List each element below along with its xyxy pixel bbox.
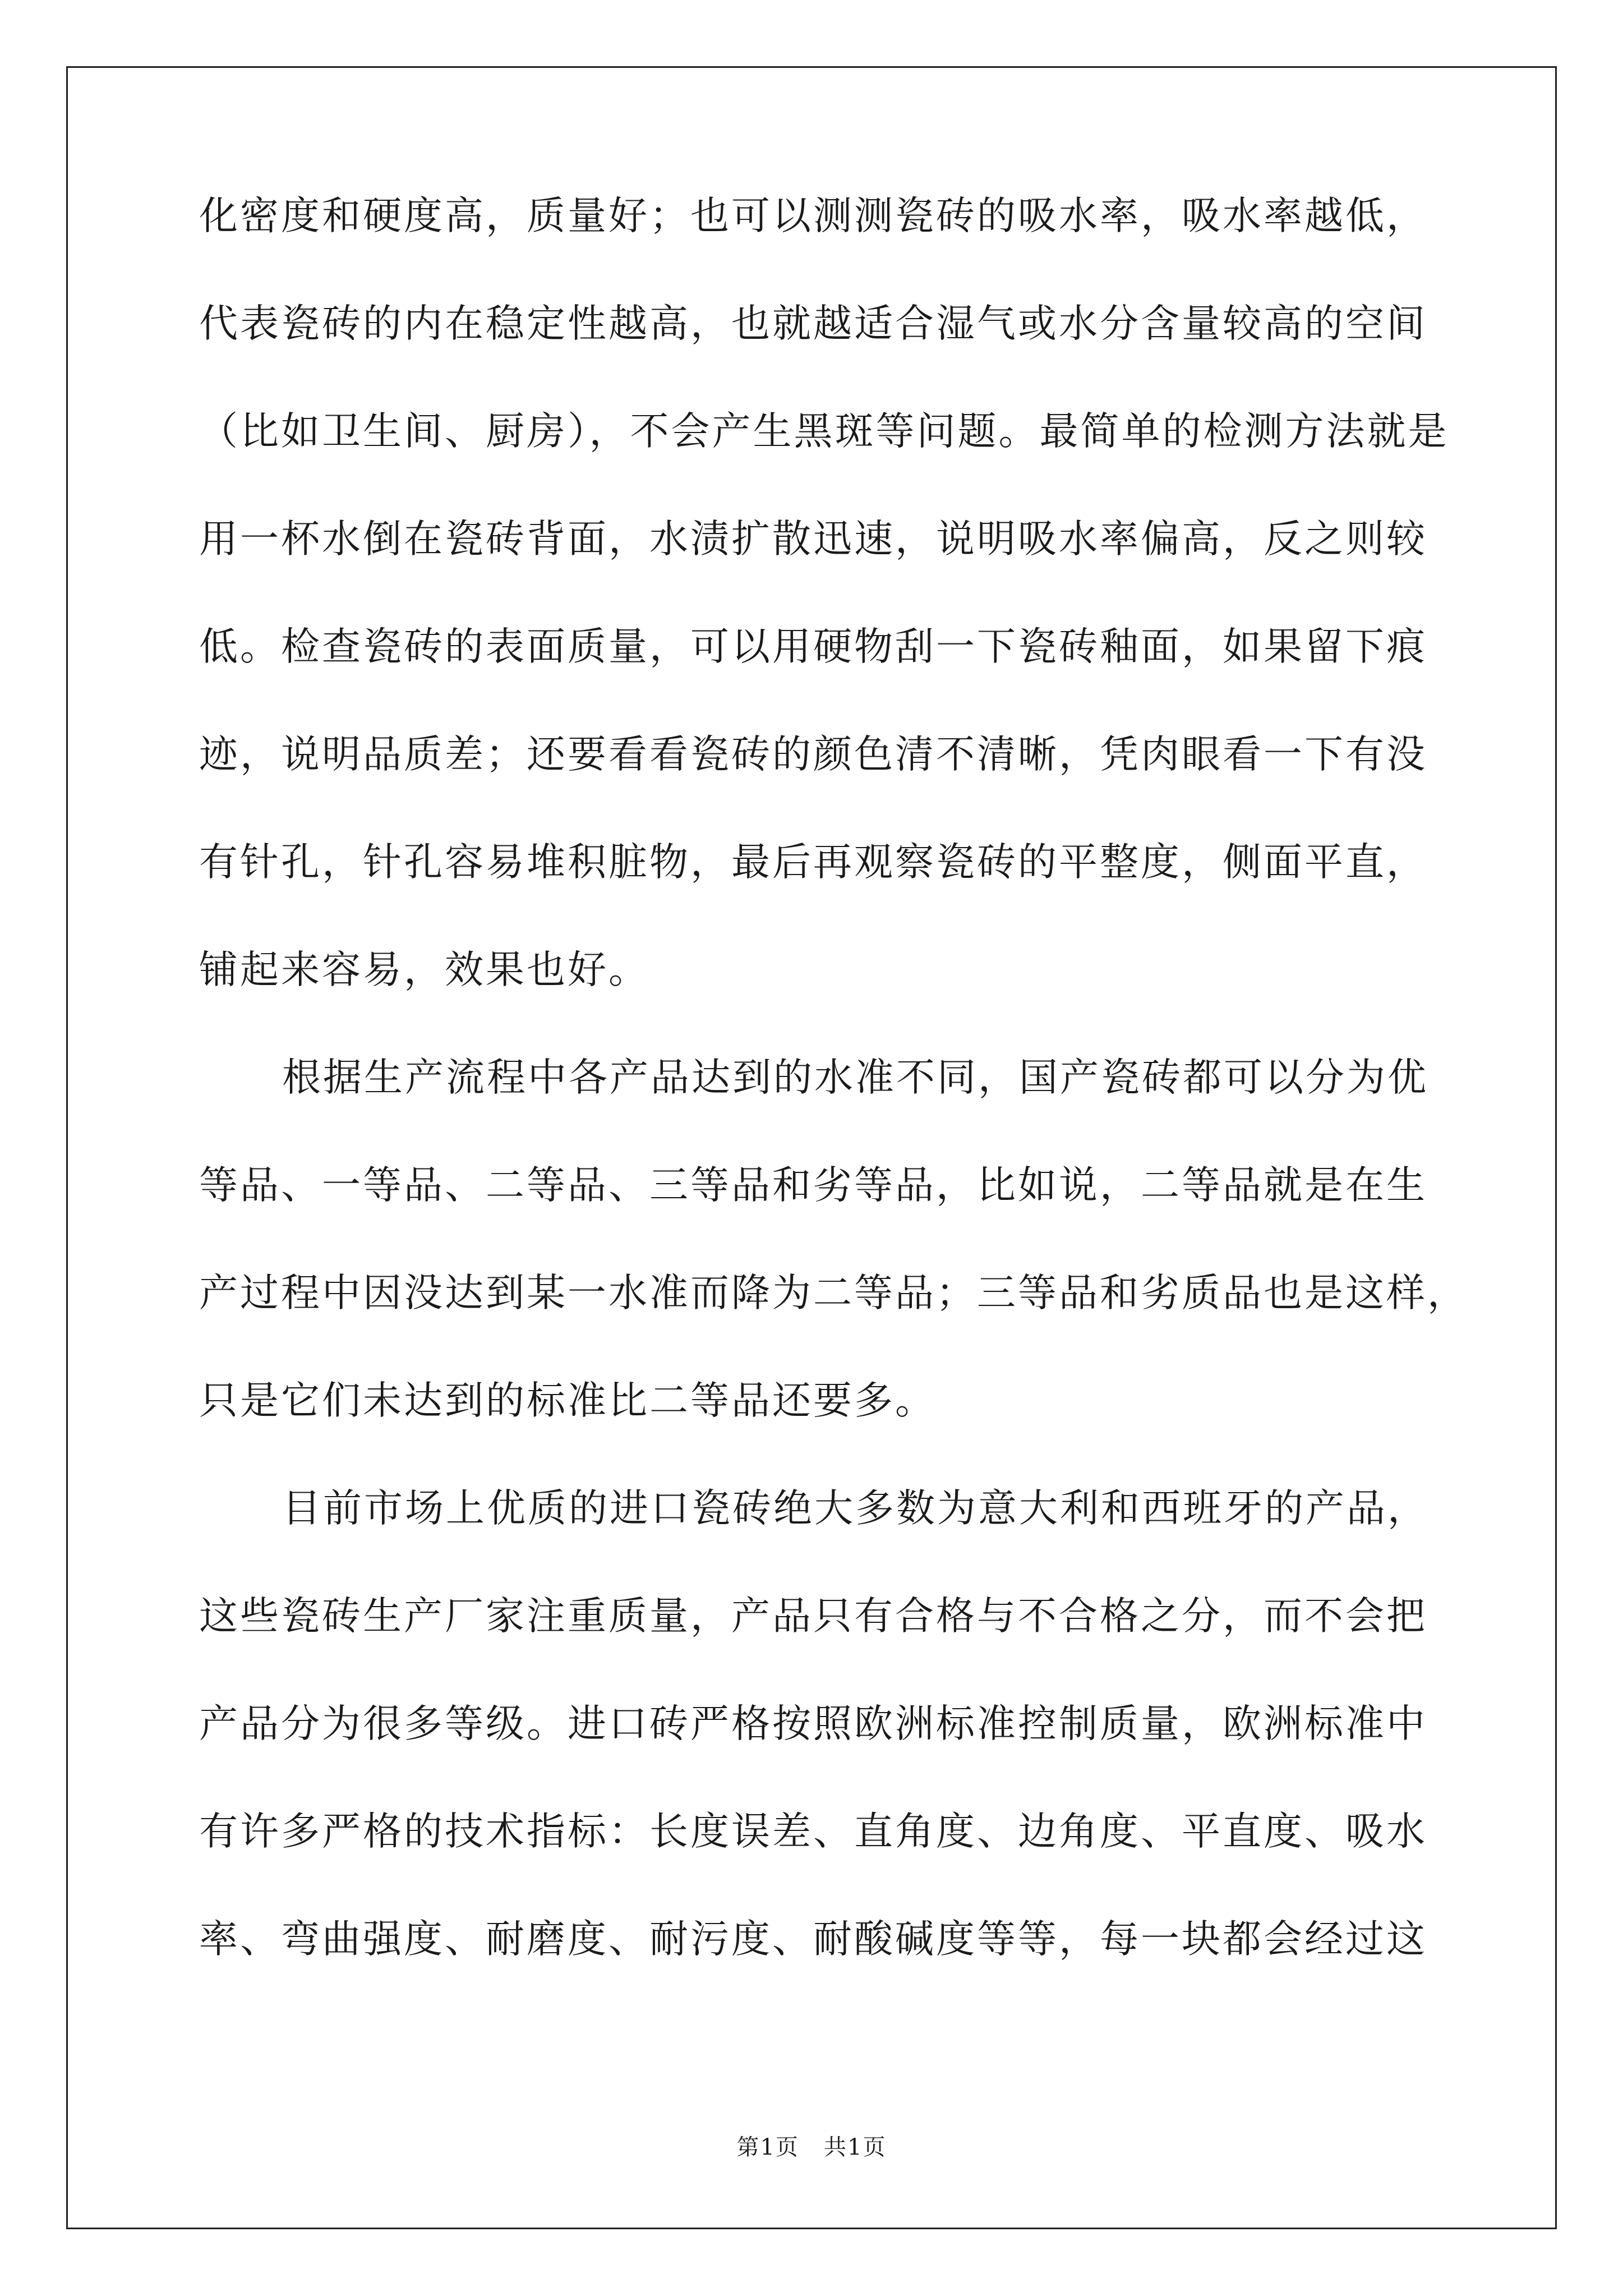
paragraph-first-line: 根据生产流程中各产品达到的水准不同，国产瓷砖都可以分为优 bbox=[282, 1055, 1428, 1100]
text-line: 化密度和硬度高，质量好；也可以测测瓷砖的吸水率，吸水率越低， bbox=[199, 194, 1427, 238]
text-line: 有许多严格的技术指标：长度误差、直角度、边角度、平直度、吸水 bbox=[199, 1809, 1427, 1854]
document-body bbox=[199, 191, 1468, 2022]
text-line: 等品、一等品、二等品、三等品和劣等品，比如说，二等品就是在生 bbox=[199, 1163, 1427, 1208]
text-line: 低。检查瓷砖的表面质量，可以用硬物刮一下瓷砖釉面，如果留下痕 bbox=[199, 624, 1427, 669]
text-line: 产品分为很多等级。进口砖严格按照欧洲标准控制质量，欧洲标准中 bbox=[199, 1701, 1427, 1746]
text-line: 代表瓷砖的内在稳定性越高，也就越适合湿气或水分含量较高的空间 bbox=[199, 301, 1427, 346]
paragraph-first-line: 目前市场上优质的进口瓷砖绝大多数为意大利和西班牙的产品， bbox=[282, 1486, 1428, 1531]
page-total: 共1页 bbox=[824, 2134, 887, 2160]
page-footer bbox=[0, 2129, 1623, 2161]
text-line: 产过程中因没达到某一水准而降为二等品；三等品和劣质品也是这样， bbox=[199, 1271, 1468, 1315]
page-number: 第1页 bbox=[736, 2134, 799, 2160]
text-line: 迹，说明品质差；还要看看瓷砖的颜色清不清晰，凭肉眼看一下有没 bbox=[199, 732, 1427, 777]
text-line: 这些瓷砖生产厂家注重质量，产品只有合格与不合格之分，而不会把 bbox=[199, 1594, 1427, 1639]
text-line: 率、弯曲强度、耐磨度、耐污度、耐酸碱度等等，每一块都会经过这 bbox=[199, 1917, 1427, 1962]
text-line: 铺起来容易，效果也好。 bbox=[199, 947, 649, 992]
text-line: 有针孔，针孔容易堆积脏物，最后再观察瓷砖的平整度，侧面平直， bbox=[199, 840, 1427, 885]
text-line: 用一杯水倒在瓷砖背面，水渍扩散迅速，说明吸水率偏高，反之则较 bbox=[199, 517, 1427, 562]
text-line: 只是它们未达到的标准比二等品还要多。 bbox=[199, 1378, 936, 1423]
text-line: （比如卫生间、厨房），不会产生黑斑等问题。最简单的检测方法就是 bbox=[199, 409, 1449, 454]
